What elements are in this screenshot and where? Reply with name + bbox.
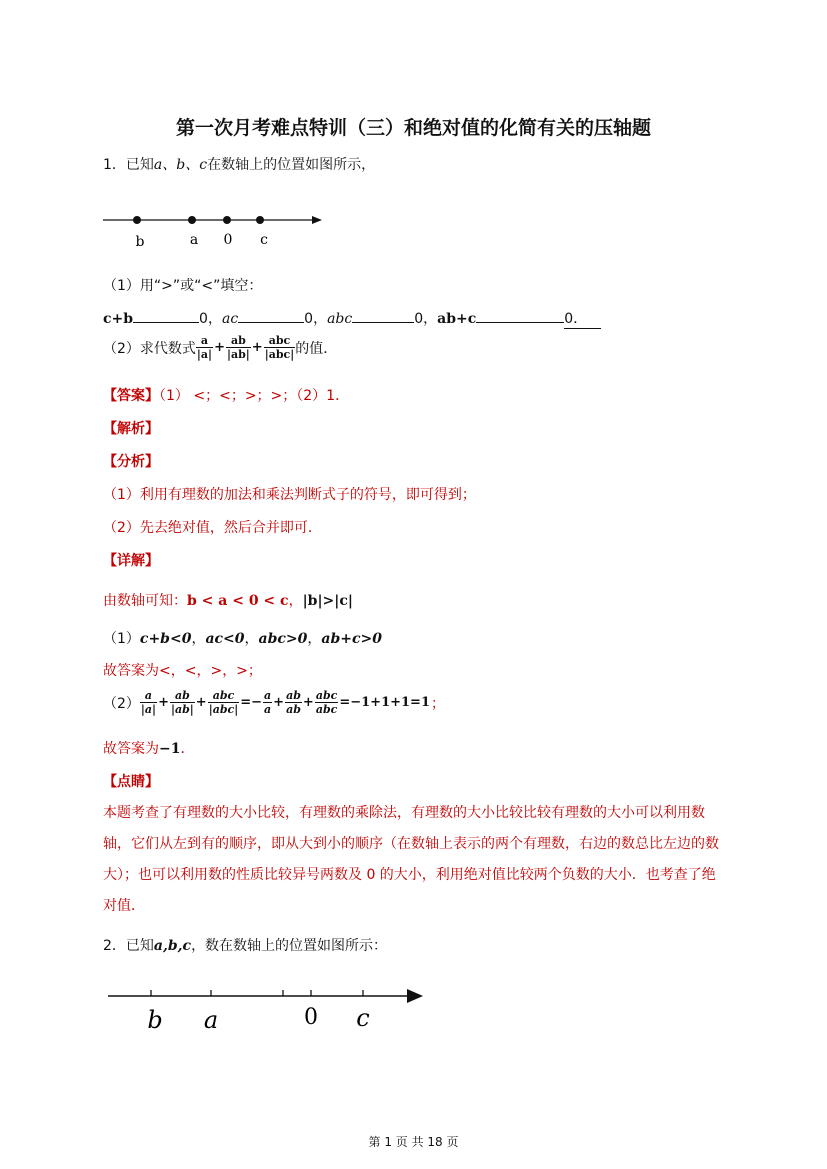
equals-minus-sign: =− [240,695,263,710]
detail-line-1: 由数轴可知：b < a < 0 < c，|b|>|c| [103,593,353,609]
q1-part1: （1）用“>”或“<”填空： [103,278,263,294]
answer-tag: 【答案】 [103,388,159,404]
q2-axis-label-c: c [356,1004,370,1032]
q2-stem [103,935,387,955]
detail-4-frac-6-den: abc [315,703,338,716]
q1-frac-1-num: a [200,334,209,347]
detail-1-math: b < a < 0 < c [187,593,289,609]
q2-stem-prefix: 2．已知 [103,938,154,954]
fill-zero-2: 0 [304,311,314,327]
q2-stem-vars: a,b,c [153,938,192,954]
q1-number-line [100,208,330,253]
detail-line-5 [103,738,194,758]
detail-4-frac-2 [170,689,195,716]
plus-sign-3: + [158,695,169,710]
detail-4-frac-2-num: ab [174,689,190,702]
fenxi-line-1: （1）利用有理数的加法和乘法判断式子的符号，即可得到； [103,487,476,503]
q1-point-c [256,216,264,224]
fill-blank-1[interactable] [133,308,199,323]
q1-axis-label-b: b [135,234,145,250]
detail-4-prefix: （2） [103,695,140,712]
q2-axis-label-0: 0 [304,1005,318,1030]
fenxi-line-2: （2）先去绝对值，然后合并即可． [103,520,322,536]
detail-line-3: 故答案为<，<，>，>； [103,663,262,679]
detail-4-frac-4-num: a [264,689,272,702]
q1-axis-label-0: 0 [223,232,233,248]
detail-4-frac-1-den: |a| [140,703,157,716]
answer-text: （1） <；<；>；>；（2）1． [159,388,350,404]
detail-line-2: （1）c+b<0，ac<0，abc>0，ab+c>0 [103,631,382,647]
q1-frac-3 [264,334,296,361]
detail-4-frac-2-den: |ab| [170,703,194,716]
analysis-tag: 【解析】 [103,421,159,437]
q1-frac-1 [196,334,213,361]
detail-2-item-2: ac<0 [205,631,245,647]
q1-fill-line [103,308,601,329]
plus-sign-1: + [214,340,225,355]
detail-4-frac-1 [140,689,157,716]
fill-expr-3: abc [327,311,353,327]
q2-number-line [105,980,435,1040]
detail-4-frac-5-den: ab [286,703,301,716]
fill-expr-2: ac [221,311,239,327]
q1-stem-suffix: 在数轴上的位置如图所示， [207,157,376,173]
detail-4-frac-3-den: |abc| [208,703,239,716]
q1-point-0 [223,216,231,224]
detail-5-prefix: 故答案为 [103,741,159,757]
detail-4-end: ； [431,695,445,712]
plus-sign-4: + [195,695,207,710]
fill-zero-4: 0 [564,311,574,327]
detail-1-prefix: 由数轴可知： [103,593,187,609]
fill-expr-4: ab+c [437,311,477,327]
q1-stem-prefix: 1．已知 [103,157,154,173]
fenxi-tag: 【分析】 [103,454,159,470]
detail-1-abs: |b|>|c| [302,593,353,609]
fill-zero-3: 0 [414,311,424,327]
detail-2-item-3: abc>0 [258,631,308,647]
q1-stem [103,154,375,174]
detail-2-item-1: c+b<0 [139,631,192,647]
detail-4-frac-3-num: abc [212,689,235,702]
detail-4-frac-4 [263,689,272,716]
q1-frac-2 [226,334,251,361]
fill-sep-3: ， [423,311,438,327]
q1-axis-label-a: a [189,232,199,248]
q1-axis-label-c: c [260,232,268,248]
detail-4-frac-5-num: ab [286,689,301,702]
comment-tag: 【点睛】 [103,774,159,790]
q1-frac-2-num: ab [230,334,246,347]
q2-stem-suffix: ，数在数轴上的位置如图所示： [191,938,388,954]
detail-4-result: =−1+1+1=1 [339,695,430,710]
page-title: 第一次月考难点特训（三）和绝对值的化简有关的压轴题 [175,117,651,139]
detail-4-frac-4-den: a [264,703,272,716]
fill-expr-1: c+b [103,311,134,327]
detail-5-value: −1 [159,741,181,757]
fill-blank-3[interactable] [352,308,414,323]
fill-blank-2[interactable] [238,308,304,323]
detail-5-end: ． [180,741,195,757]
detail-4-frac-3 [208,689,240,716]
detail-tag: 【详解】 [103,553,159,569]
q1-point-a [188,216,196,224]
detail-2-prefix: （1） [103,631,140,647]
q1-part2 [103,334,337,361]
q1-frac-2-den: |ab| [226,348,250,361]
plus-sign-5: + [273,695,285,710]
fill-zero-1: 0 [199,311,208,327]
answer-line [103,385,349,405]
detail-2-item-4: ab+c>0 [321,631,382,647]
comment-paragraph: 本题考查了有理数的大小比较，有理数的乘除法，有理数的大小比较比较有理数的大小可以利用数轴，它们从左到有的顺序，即从大到小的顺序（在数轴上表示的两个有理数，右边的数总比左边的数大）；也可以利用数的性质比较异号两数及 0 的大小，利用绝对值比较两个负数的大小．也考查了绝对值． [103,805,719,914]
fill-sep-1: ， [207,311,222,327]
q2-axis-label-b: b [147,1006,163,1034]
detail-line-4 [103,689,445,716]
fill-sep-2: ， [313,311,328,327]
q1-point-b [133,216,141,224]
q1-frac-3-num: abc [268,334,291,347]
detail-4-frac-6-num: abc [315,689,338,702]
detail-4-frac-5 [285,689,302,716]
page-footer: 第 1 页 共 18 页 [368,1135,459,1149]
detail-4-frac-6 [315,689,339,716]
q1-frac-1-den: |a| [196,348,213,361]
q2-axis-label-a: a [203,1006,219,1034]
q1-frac-3-den: |abc| [264,348,295,361]
detail-4-frac-1-num: a [144,689,153,702]
fill-blank-4[interactable] [476,308,564,323]
q1-part2-suffix: 的值． [295,340,338,357]
fill-end: ． [573,311,588,327]
q1-part2-prefix: （2）求代数式 [103,340,196,357]
q1-stem-vars: a、b、c [153,157,208,173]
plus-sign-6: + [302,695,314,710]
plus-sign-2: + [251,340,263,355]
